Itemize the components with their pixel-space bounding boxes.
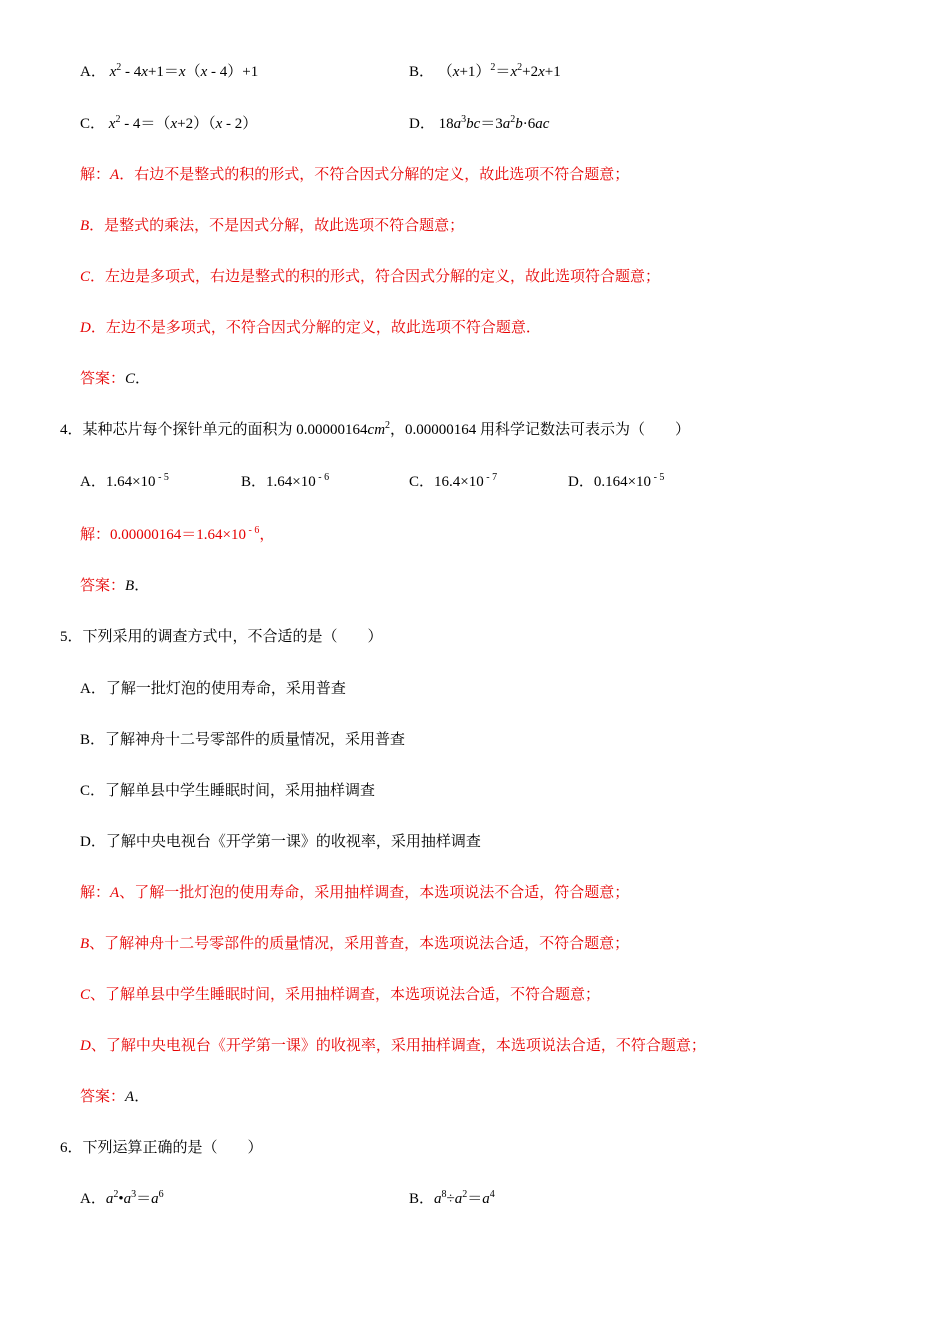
- expr: x: [452, 64, 460, 80]
- expr: - 4: [121, 64, 142, 80]
- q4-option-c: [409, 472, 497, 492]
- exponent: - 5: [155, 472, 169, 483]
- expr: b: [515, 116, 523, 132]
- answer-letter: B: [125, 578, 135, 594]
- q3-solution-line-c: [80, 267, 660, 287]
- option-text: 了解中央电视台《开学第一课》的收视率，采用抽样调查: [105, 834, 481, 850]
- q5-option-a: [80, 679, 346, 699]
- expr: a: [434, 1191, 442, 1207]
- expr: x: [141, 64, 148, 80]
- option-label: B．: [80, 732, 106, 748]
- expr: ÷: [446, 1191, 455, 1207]
- exponent: 3: [461, 114, 467, 125]
- expr: x: [178, 64, 186, 80]
- q3-option-a: [80, 62, 258, 82]
- option-letter: C: [80, 269, 91, 285]
- question-text: 某种芯片每个探针单元的面积为 0.00000164: [82, 422, 368, 438]
- option-letter: D: [80, 320, 91, 336]
- unit: cm: [367, 422, 386, 438]
- option-label: A．: [80, 1191, 106, 1207]
- q3-solution-line-a: [80, 165, 629, 185]
- answer-letter: C: [125, 371, 136, 387]
- expr: a: [123, 1191, 132, 1207]
- q3-option-b: [409, 62, 561, 82]
- expr: x: [215, 116, 223, 132]
- answer-suffix: ．: [134, 1089, 150, 1105]
- q5-answer: [80, 1087, 149, 1107]
- option-label: B．: [409, 64, 435, 80]
- expr: ＝: [467, 1191, 483, 1207]
- option-text: 了解单县中学生睡眠时间，采用抽样调查: [105, 783, 376, 799]
- expr: +1＝: [147, 64, 179, 80]
- exponent: 2: [115, 114, 121, 125]
- q5-solution-line-b: [80, 934, 629, 954]
- q6-option-a: [80, 1189, 164, 1209]
- option-letter: D: [80, 1038, 91, 1054]
- answer-prefix: 答案：: [80, 578, 126, 594]
- exponent: - 6: [245, 525, 260, 536]
- q4-stem: [60, 420, 690, 440]
- option-label: A．: [80, 64, 106, 80]
- option-label: C．: [80, 783, 106, 799]
- exponent: 2: [490, 62, 496, 73]
- option-value: 0.164×10: [593, 474, 652, 490]
- exponent: 2: [517, 62, 523, 73]
- exponent: 2: [116, 62, 122, 73]
- expr: x: [510, 64, 518, 80]
- solution-text: ．是整式的乘法，不是因式分解，故此选项不符合题意；: [89, 218, 465, 234]
- option-label: B．: [241, 474, 267, 490]
- q3-answer: [80, 369, 150, 389]
- expr: x: [170, 116, 178, 132]
- q5-solution-line-a: [80, 883, 629, 903]
- option-value: 1.64×10: [105, 474, 156, 490]
- option-label: C．: [80, 116, 106, 132]
- option-letter: A: [110, 167, 120, 183]
- expr: - 2）: [222, 116, 258, 132]
- option-label: B．: [409, 1191, 435, 1207]
- exponent: 2: [385, 420, 391, 431]
- solution-text: 0.00000164＝1.64×10: [110, 527, 246, 543]
- option-label: D．: [568, 474, 594, 490]
- option-text: 了解神舟十二号零部件的质量情况，采用普查: [105, 732, 406, 748]
- expr: +1）: [459, 64, 491, 80]
- exponent: 6: [158, 1189, 164, 1200]
- q3-option-c: [80, 114, 257, 134]
- answer-suffix: ．: [134, 578, 150, 594]
- expr: ＝: [495, 64, 511, 80]
- expr: ＝: [136, 1191, 152, 1207]
- q5-option-d: [80, 832, 481, 852]
- option-value: 16.4×10: [434, 474, 484, 490]
- option-value: 1.64×10: [266, 474, 316, 490]
- expr: a: [453, 116, 462, 132]
- option-label: D．: [409, 116, 435, 132]
- solution-suffix: ，: [259, 527, 275, 543]
- expr: a: [502, 116, 511, 132]
- exponent: 2: [113, 1189, 119, 1200]
- exponent: 2: [462, 1189, 468, 1200]
- expr: x: [108, 116, 116, 132]
- option-letter: B: [80, 218, 90, 234]
- option-letter: B: [80, 936, 90, 952]
- solution-text: ．左边是多项式，右边是整式的积的形式，符合因式分解的定义，故此选项符合题意；: [90, 269, 661, 285]
- question-number: 4．: [60, 422, 83, 438]
- expr: x: [538, 64, 545, 80]
- expr: a: [482, 1191, 490, 1207]
- question-number: 6．: [60, 1140, 83, 1156]
- option-text: 了解一批灯泡的使用寿命，采用普查: [105, 681, 346, 697]
- q4-option-a: [80, 472, 169, 492]
- exponent: 3: [131, 1189, 137, 1200]
- expr: 18: [438, 116, 454, 132]
- solution-text: 、了解一批灯泡的使用寿命，采用抽样调查，本选项说法不合适，符合题意；: [119, 885, 630, 901]
- q6-stem: [60, 1138, 263, 1158]
- q4-option-b: [241, 472, 329, 492]
- option-letter: A: [110, 885, 120, 901]
- option-letter: C: [80, 987, 91, 1003]
- solution-prefix: 解：: [80, 167, 111, 183]
- answer-letter: A: [125, 1089, 135, 1105]
- expr: x: [109, 64, 117, 80]
- expr: +2: [522, 64, 539, 80]
- q4-answer: [80, 576, 149, 596]
- question-text: 下列运算正确的是（ ）: [82, 1140, 263, 1156]
- question-text: ，0.00000164 用科学记数法可表示为（ ）: [390, 422, 691, 438]
- expr: +2）（: [177, 116, 216, 132]
- expr: ·6: [522, 116, 536, 132]
- exponent: - 5: [651, 472, 665, 483]
- solution-prefix: 解：: [80, 527, 111, 543]
- answer-prefix: 答案：: [80, 371, 126, 387]
- expr: a: [151, 1191, 159, 1207]
- q5-option-c: [80, 781, 375, 801]
- q5-solution-line-d: [80, 1036, 706, 1056]
- expr: a: [105, 1191, 114, 1207]
- answer-suffix: ．: [135, 371, 151, 387]
- solution-text: 、了解中央电视台《开学第一课》的收视率，采用抽样调查，本选项说法合适，不符合题意；: [90, 1038, 706, 1054]
- option-label: A．: [80, 681, 106, 697]
- expr: •: [118, 1191, 124, 1207]
- q4-option-d: [568, 472, 664, 492]
- solution-text: 、了解神舟十二号零部件的质量情况，采用普查，本选项说法合适，不符合题意；: [89, 936, 630, 952]
- question-number: 5．: [60, 629, 83, 645]
- q4-solution: [80, 525, 274, 545]
- q6-option-b: [409, 1189, 495, 1209]
- q3-option-d: [409, 114, 549, 134]
- exponent: 2: [510, 114, 516, 125]
- exponent: - 6: [315, 472, 330, 483]
- q5-option-b: [80, 730, 405, 750]
- expr: ac: [535, 116, 550, 132]
- expr: - 4＝（: [120, 116, 171, 132]
- exponent: 4: [489, 1189, 495, 1200]
- expr: （: [185, 64, 201, 80]
- expr: x: [200, 64, 208, 80]
- q3-solution-line-d: [80, 318, 541, 338]
- solution-prefix: 解：: [80, 885, 111, 901]
- solution-text: ．左边不是多项式，不符合因式分解的定义，故此选项不符合题意．: [90, 320, 541, 336]
- option-label: A．: [80, 474, 106, 490]
- expr: a: [454, 1191, 463, 1207]
- option-label: D．: [80, 834, 106, 850]
- solution-text: 、了解单县中学生睡眠时间，采用抽样调查，本选项说法合适，不符合题意；: [90, 987, 601, 1003]
- q3-solution-line-b: [80, 216, 464, 236]
- expr: +1: [544, 64, 561, 80]
- expr: ＝3: [480, 116, 503, 132]
- answer-prefix: 答案：: [80, 1089, 126, 1105]
- expr: （: [437, 64, 453, 80]
- option-label: C．: [409, 474, 435, 490]
- exponent: 8: [441, 1189, 447, 1200]
- solution-text: ．右边不是整式的积的形式，不符合因式分解的定义，故此选项不符合题意；: [119, 167, 630, 183]
- q5-solution-line-c: [80, 985, 600, 1005]
- expr: bc: [466, 116, 481, 132]
- expr: - 4）+1: [207, 64, 259, 80]
- exponent: - 7: [483, 472, 498, 483]
- question-text: 下列采用的调查方式中，不合适的是（ ）: [82, 629, 383, 645]
- q5-stem: [60, 627, 383, 647]
